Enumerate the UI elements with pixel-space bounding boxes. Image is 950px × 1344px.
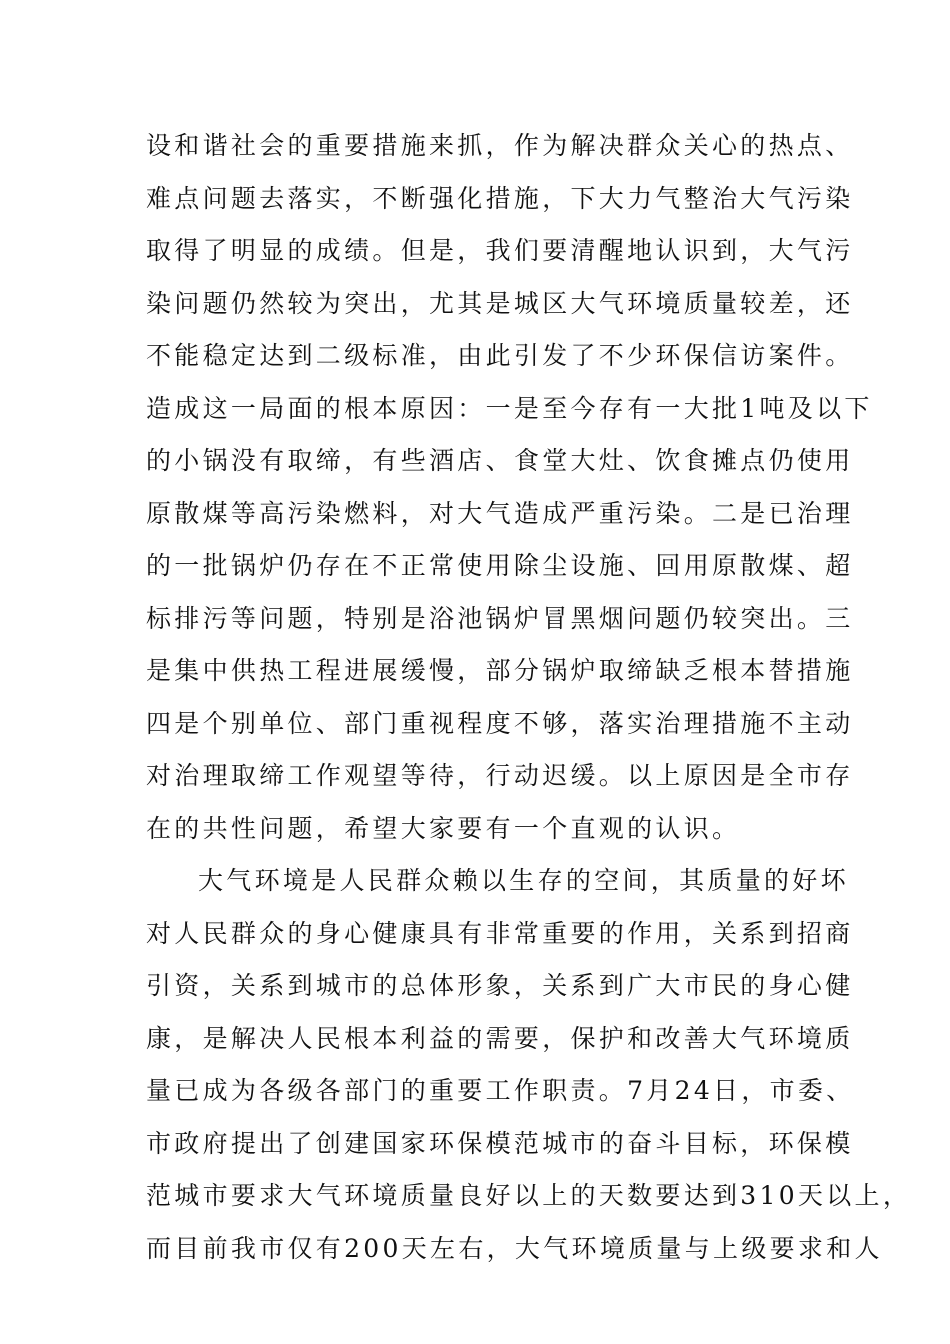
text-line: 在的共性问题，希望大家要有一个直观的认识。 xyxy=(146,813,741,843)
text-line: 的小锅没有取缔，有些酒店、食堂大灶、饮食摊点仍使用 xyxy=(146,446,854,475)
text-line: 而目前我市仅有200天左右，大气环境质量与上级要求和人 xyxy=(146,1233,883,1263)
text-line: 取得了明显的成绩。但是，我们要清醒地认识到，大气污 xyxy=(146,236,854,265)
text-line: 市政府提出了创建国家环保模范城市的奋斗目标，环保模 xyxy=(146,1128,854,1158)
text-line: 对人民群众的身心健康具有非常重要的作用，关系到招商 xyxy=(146,918,854,948)
text-line: 设和谐社会的重要措施来抓，作为解决群众关心的热点、 xyxy=(146,131,854,160)
text-line: 难点问题去落实，不断强化措施，下大力气整治大气污染 xyxy=(146,183,854,213)
body-text xyxy=(146,120,912,1275)
text-line: 对治理取缔工作观望等待，行动迟缓。以上原因是全市存 xyxy=(146,761,854,790)
text-line: 不能稳定达到二级标准，由此引发了不少环保信访案件。 xyxy=(146,341,854,370)
text-line: 范城市要求大气环境质量良好以上的天数要达到310天以上， xyxy=(146,1181,912,1210)
text-line: 引资，关系到城市的总体形象，关系到广大市民的身心健 xyxy=(146,971,854,1000)
text-line: 原散煤等高污染燃料，对大气造成严重污染。二是已治理 xyxy=(146,498,854,528)
text-line: 四是个别单位、部门重视程度不够，落实治理措施不主动 xyxy=(146,708,854,738)
text-line: 康，是解决人民根本利益的需要，保护和改善大气环境质 xyxy=(146,1023,854,1053)
paragraph-first-line: 大气环境是人民群众赖以生存的空间，其质量的好坏 xyxy=(198,866,849,895)
text-line: 染问题仍然较为突出，尤其是城区大气环境质量较差，还 xyxy=(146,288,854,318)
text-line: 的一批锅炉仍存在不正常使用除尘设施、回用原散煤、超 xyxy=(146,551,854,580)
text-line: 量已成为各级各部门的重要工作职责。7月24日，市委、 xyxy=(146,1076,855,1105)
text-line: 标排污等问题，特别是浴池锅炉冒黑烟问题仍较突出。三 xyxy=(146,603,854,633)
text-line: 是集中供热工程进展缓慢，部分锅炉取缔缺乏根本替措施 xyxy=(146,656,854,685)
text-line: 造成这一局面的根本原因：一是至今存有一大批1吨及以下 xyxy=(146,393,873,423)
